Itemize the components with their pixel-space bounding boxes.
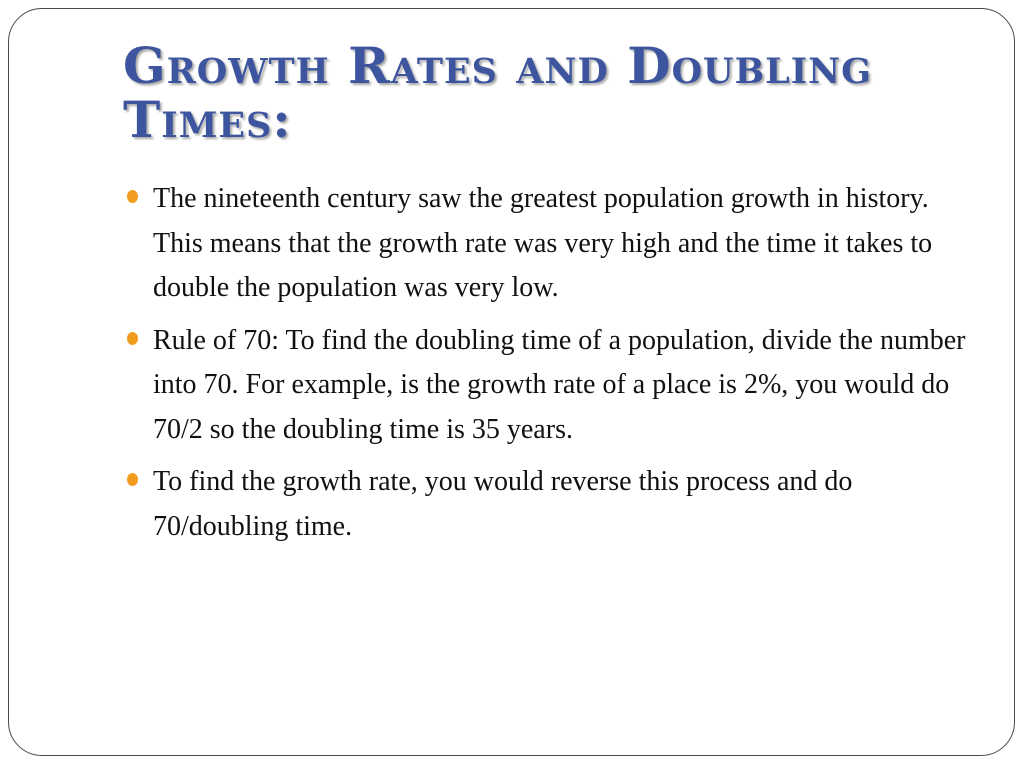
bullet-text-3: To find the growth rate, you would reverse this process and do 70/doubling time. <box>153 466 853 542</box>
bullet-dot-icon <box>127 473 138 486</box>
bullet-dot-icon <box>127 332 138 345</box>
bullet-item-2 <box>121 319 971 453</box>
bullet-item-3 <box>121 460 971 549</box>
bullet-text-2: Rule of 70: To find the doubling time of a population, divide the number into 70. For example, is the growth rate of a place is 2%, you would do 70/2 so the doubling time is 35 years. <box>153 324 966 445</box>
slide-title: Growth Rates and Doubling Times: <box>123 36 873 149</box>
bullet-dot-icon <box>127 190 138 203</box>
bullet-item-1 <box>121 177 971 311</box>
slide-frame <box>8 8 1015 756</box>
bullet-list <box>121 177 971 557</box>
bullet-text-1: The nineteenth century saw the greatest population growth in history. This means that the growth rate was very high and the time it takes to double the population was very low. <box>153 183 933 303</box>
